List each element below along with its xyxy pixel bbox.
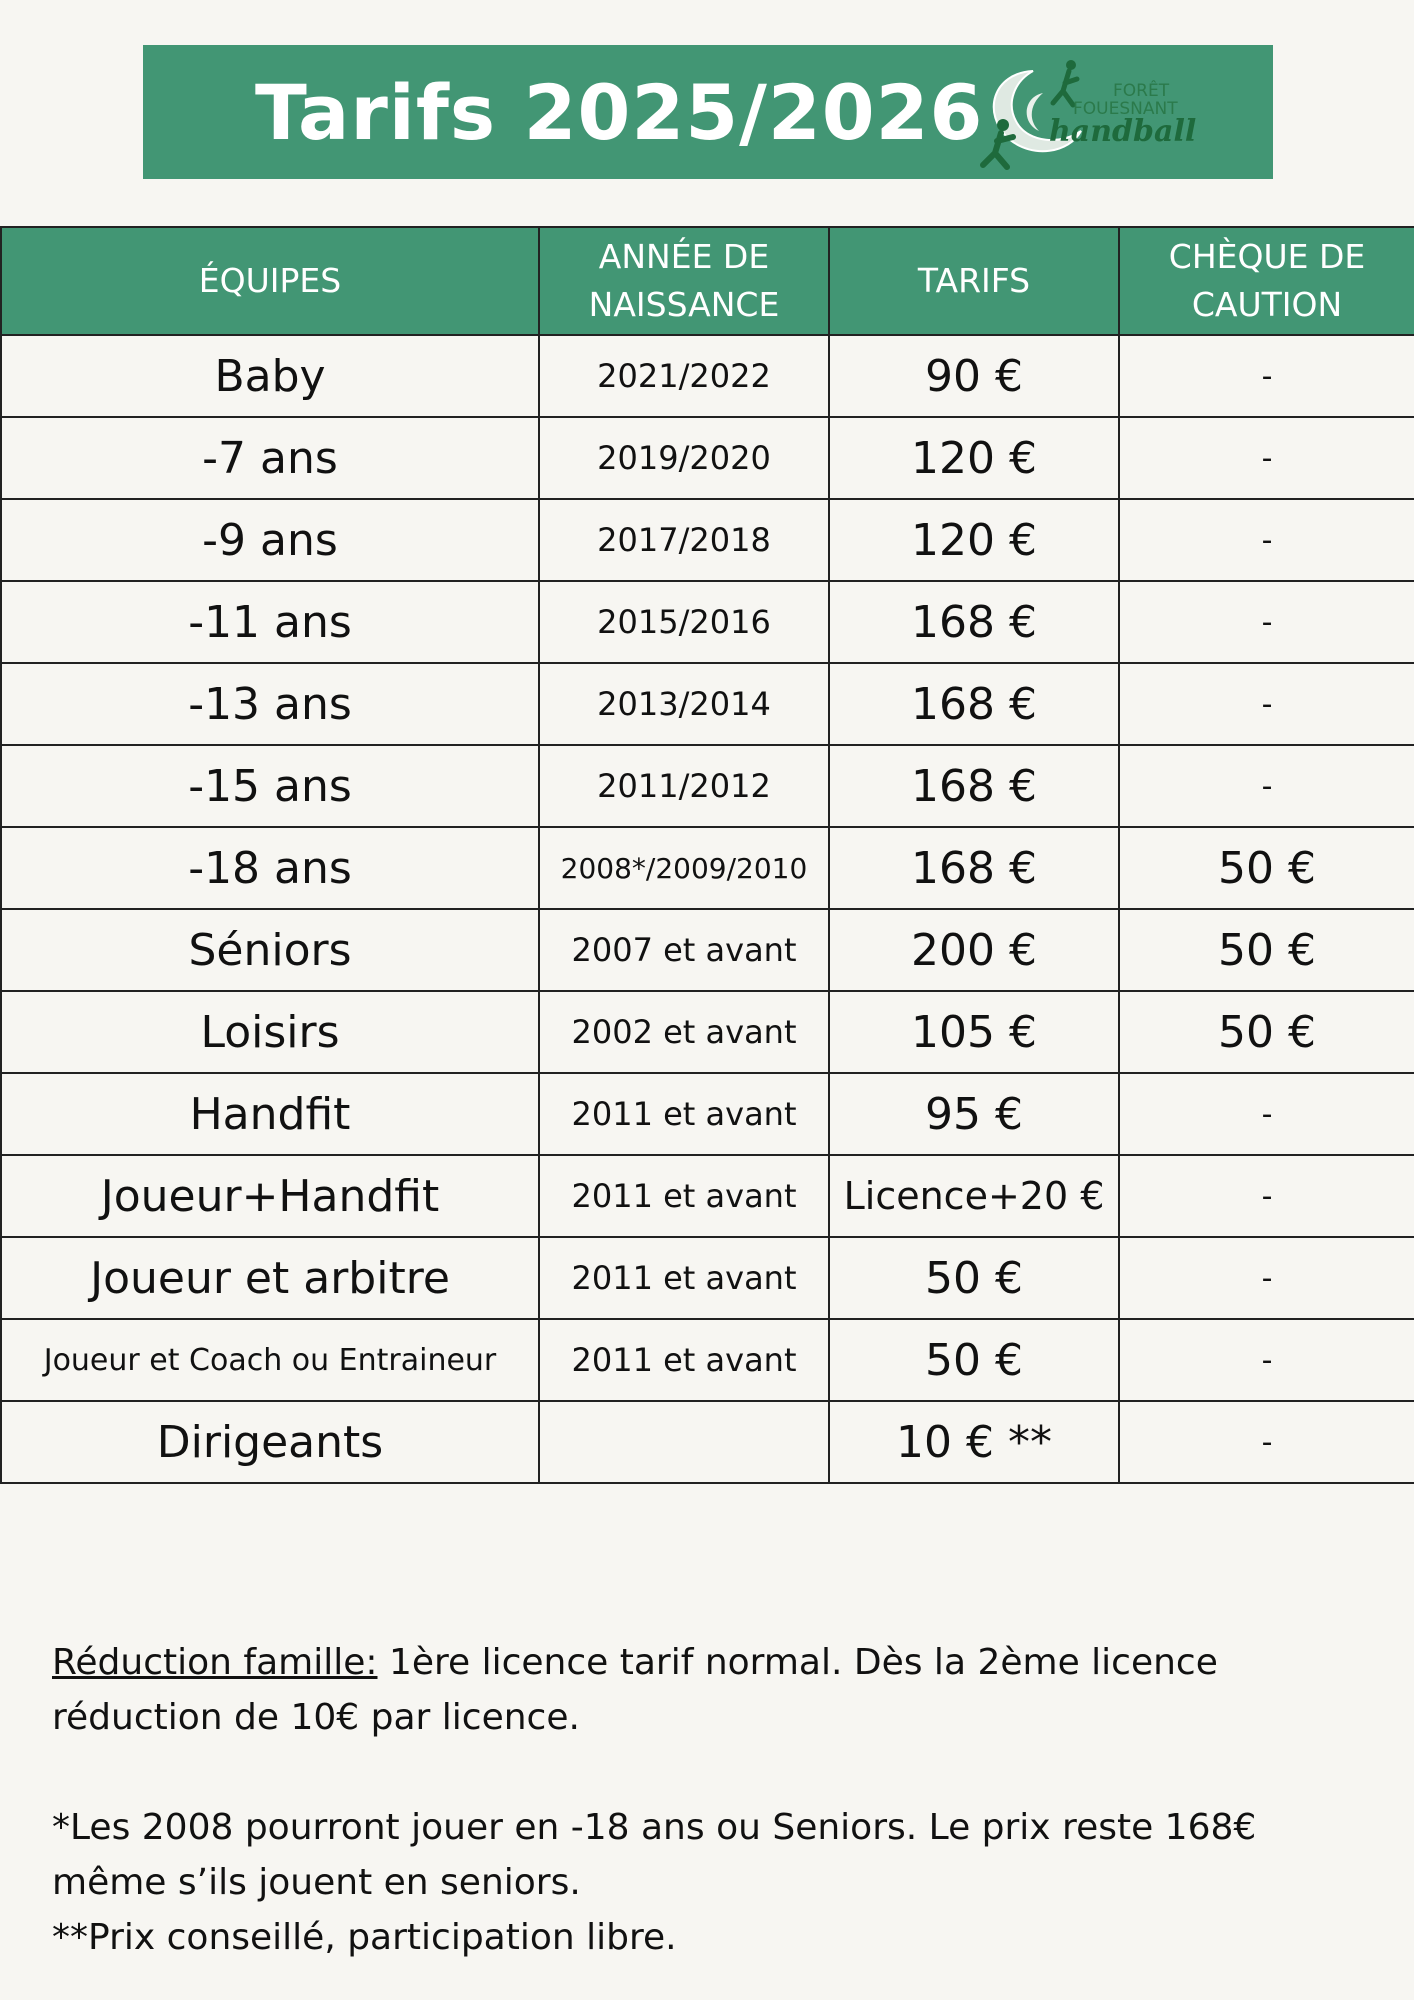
birth-year-cell: 2013/2014	[539, 663, 829, 745]
column-header-annee: ANNÉE DE NAISSANCE	[539, 227, 829, 335]
club-logo	[973, 53, 1213, 171]
team-cell: Baby	[1, 335, 539, 417]
deposit-cell: 50 €	[1119, 909, 1414, 991]
birth-year-cell: 2011 et avant	[539, 1073, 829, 1155]
deposit-cell: 50 €	[1119, 991, 1414, 1073]
column-header-tarifs: TARIFS	[829, 227, 1119, 335]
birth-year-cell: 2011 et avant	[539, 1319, 829, 1401]
price-cell: 50 €	[829, 1237, 1119, 1319]
birth-year-cell: 2017/2018	[539, 499, 829, 581]
team-cell: Joueur+Handfit	[1, 1155, 539, 1237]
team-cell: Handfit	[1, 1073, 539, 1155]
team-cell: Joueur et Coach ou Entraineur	[1, 1319, 539, 1401]
birth-year-cell: 2021/2022	[539, 335, 829, 417]
column-header-caution: CHÈQUE DE CAUTION	[1119, 227, 1414, 335]
table-row	[1, 499, 1414, 581]
deposit-cell: -	[1119, 1073, 1414, 1155]
team-cell: Joueur et arbitre	[1, 1237, 539, 1319]
deposit-cell: -	[1119, 1401, 1414, 1483]
price-cell: Licence+20 €	[829, 1155, 1119, 1237]
logo-text-foret: FORÊT	[1113, 81, 1170, 101]
birth-year-cell	[539, 1401, 829, 1483]
table-row	[1, 1401, 1414, 1483]
birth-year-cell: 2007 et avant	[539, 909, 829, 991]
team-cell: Séniors	[1, 909, 539, 991]
birth-year-cell: 2011 et avant	[539, 1155, 829, 1237]
price-cell: 168 €	[829, 663, 1119, 745]
price-cell: 200 €	[829, 909, 1119, 991]
price-cell: 10 € **	[829, 1401, 1119, 1483]
birth-year-cell: 2008*/2009/2010	[539, 827, 829, 909]
team-cell: -18 ans	[1, 827, 539, 909]
family-reduction-label: Réduction famille:	[52, 1642, 378, 1683]
price-cell: 95 €	[829, 1073, 1119, 1155]
team-cell: -15 ans	[1, 745, 539, 827]
table-row	[1, 909, 1414, 991]
table-row	[1, 1155, 1414, 1237]
deposit-cell: -	[1119, 581, 1414, 663]
table-row	[1, 1319, 1414, 1401]
table-header-row	[1, 227, 1414, 335]
family-reduction-note	[52, 1635, 1382, 1745]
deposit-cell: -	[1119, 417, 1414, 499]
table-row	[1, 991, 1414, 1073]
logo-text-handball: handball	[1049, 114, 1197, 149]
table-row	[1, 663, 1414, 745]
team-cell: -11 ans	[1, 581, 539, 663]
deposit-cell: 50 €	[1119, 827, 1414, 909]
table-row	[1, 335, 1414, 417]
team-cell: -9 ans	[1, 499, 539, 581]
tarifs-table	[0, 226, 1414, 1484]
birth-year-cell: 2002 et avant	[539, 991, 829, 1073]
deposit-cell: -	[1119, 335, 1414, 417]
team-cell: -7 ans	[1, 417, 539, 499]
birth-year-cell: 2019/2020	[539, 417, 829, 499]
table-row	[1, 1073, 1414, 1155]
table-row	[1, 581, 1414, 663]
price-cell: 105 €	[829, 991, 1119, 1073]
footnote-2008: *Les 2008 pourront jouer en -18 ans ou Seniors. Le prix reste 168€ même s’ils jouent en seniors.	[52, 1807, 1257, 1903]
title-banner	[143, 45, 1273, 179]
team-cell: Dirigeants	[1, 1401, 539, 1483]
price-cell: 90 €	[829, 335, 1119, 417]
price-cell: 168 €	[829, 745, 1119, 827]
birth-year-cell: 2015/2016	[539, 581, 829, 663]
deposit-cell: -	[1119, 499, 1414, 581]
deposit-cell: -	[1119, 1237, 1414, 1319]
table-row	[1, 745, 1414, 827]
table-row	[1, 827, 1414, 909]
price-cell: 168 €	[829, 581, 1119, 663]
notes-section	[52, 1635, 1382, 1965]
team-cell: -13 ans	[1, 663, 539, 745]
family-reduction-text: 1ère licence tarif normal. Dès la 2ème licence réduction de 10€ par licence.	[52, 1642, 1218, 1738]
logo-text-fouesnant: FOUESNANT	[1073, 99, 1178, 119]
team-cell: Loisirs	[1, 991, 539, 1073]
birth-year-cell: 2011/2012	[539, 745, 829, 827]
footnote-dirigeants: **Prix conseillé, participation libre.	[52, 1917, 677, 1958]
deposit-cell: -	[1119, 1155, 1414, 1237]
deposit-cell: -	[1119, 745, 1414, 827]
price-cell: 168 €	[829, 827, 1119, 909]
table-row	[1, 1237, 1414, 1319]
page-title: Tarifs 2025/2026	[255, 68, 984, 157]
column-header-equipes: ÉQUIPES	[1, 227, 539, 335]
birth-year-cell: 2011 et avant	[539, 1237, 829, 1319]
price-cell: 50 €	[829, 1319, 1119, 1401]
deposit-cell: -	[1119, 1319, 1414, 1401]
deposit-cell: -	[1119, 663, 1414, 745]
price-cell: 120 €	[829, 499, 1119, 581]
table-row	[1, 417, 1414, 499]
price-cell: 120 €	[829, 417, 1119, 499]
